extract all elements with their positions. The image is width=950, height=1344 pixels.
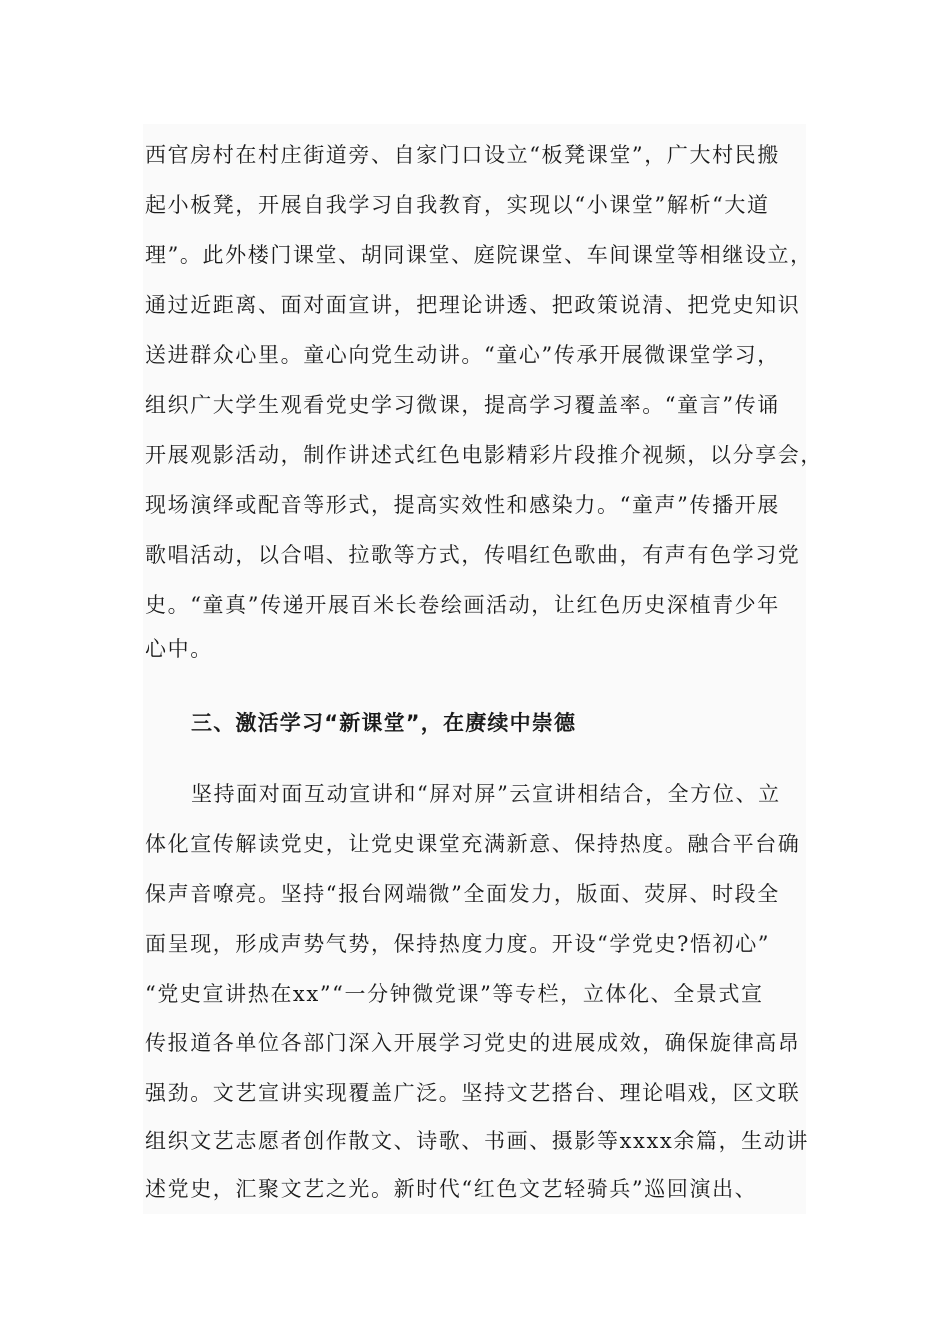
section-heading: 三、激活学习“新课堂”，在赓续中崇德 (191, 711, 577, 735)
paragraph-line: 述党史，汇聚文艺之光。新时代“红色文艺轻骑兵”巡回演出、 (145, 1177, 758, 1201)
paragraph-line: 体化宣传解读党史，让党史课堂充满新意、保持热度。融合平台确 (145, 832, 801, 856)
paragraph-line: 组织广大学生观看党史学习微课，提高学习覆盖率。“童言”传诵 (145, 393, 780, 417)
paragraph-line: “党史宣讲热在xx”“一分钟微党课”等专栏，立体化、全景式宣 (145, 982, 764, 1006)
paragraph-line: 强劲。文艺宣讲实现覆盖广泛。坚持文艺搭台、理论唱戏，区文联 (145, 1081, 801, 1105)
paragraph-line: 面呈现，形成声势气势，保持热度力度。开设“学党史?悟初心” (145, 932, 771, 956)
paragraph-line: 起小板凳，开展自我学习自我教育，实现以“小课堂”解析“大道 (145, 193, 770, 217)
paragraph-line: 传报道各单位各部门深入开展学习党史的进展成效，确保旋律高昂 (145, 1031, 801, 1055)
paragraph-line: 西官房村在村庄街道旁、自家门口设立“板凳课堂”，广大村民搬 (145, 143, 780, 167)
paragraph-line: 保声音嘹亮。坚持“报台网端微”全面发力，版面、荧屏、时段全 (145, 882, 780, 906)
paragraph-line: 史。“童真”传递开展百米长卷绘画活动，让红色历史深植青少年 (145, 593, 780, 617)
paragraph-line: 歌唱活动，以合唱、拉歌等方式，传唱红色歌曲，有声有色学习党 (145, 543, 801, 567)
paragraph-line: 现场演绎或配音等形式，提高实效性和感染力。“童声”传播开展 (145, 493, 780, 517)
document-text-block (143, 124, 823, 1214)
paragraph-line: 送进群众心里。童心向党生动讲。“童心”传承开展微课堂学习， (145, 343, 780, 367)
paragraph-line: 坚持面对面互动宣讲和“屏对屏”云宣讲相结合，全方位、立 (191, 782, 781, 806)
paragraph-line: 组织文艺志愿者创作散文、诗歌、书画、摄影等xxxx余篇，生动讲 (145, 1129, 809, 1153)
paragraph-line: 理”。此外楼门课堂、胡同课堂、庭院课堂、车间课堂等相继设立， (145, 243, 813, 267)
paragraph-line: 通过近距离、面对面宣讲，把理论讲透、把政策说清、把党史知识 (145, 293, 801, 317)
paragraph-line: 心中。 (145, 637, 213, 661)
paragraph-line: 开展观影活动，制作讲述式红色电影精彩片段推介视频，以分享会， (145, 443, 823, 467)
